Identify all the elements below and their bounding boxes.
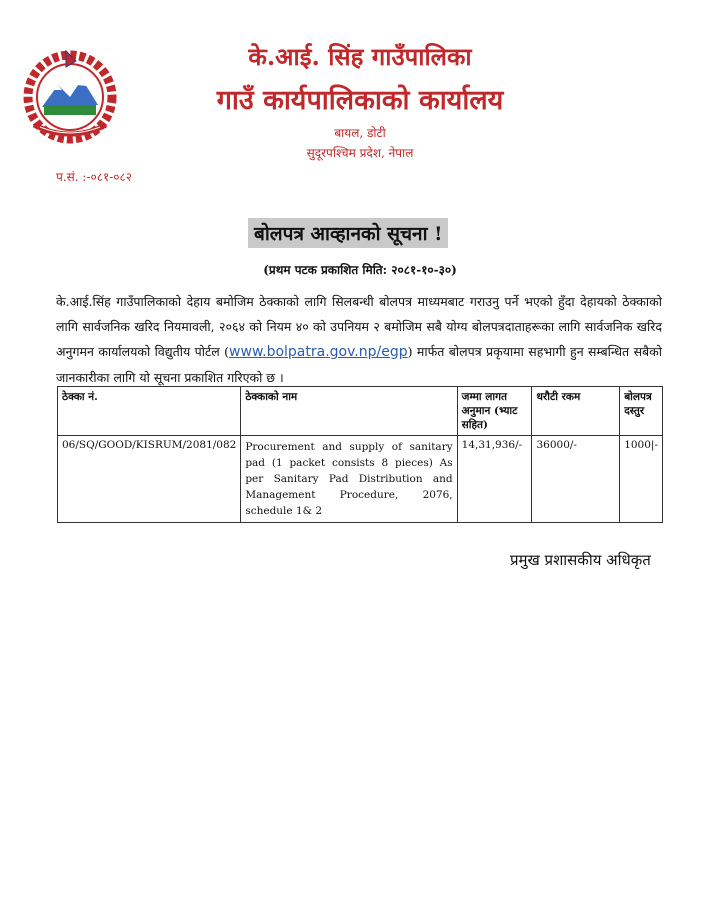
table-row <box>58 436 663 523</box>
table-header-row <box>58 387 663 436</box>
cell-contract-no: 06/SQ/GOOD/KISRUM/2081/082 <box>58 436 241 523</box>
notice-body-part2: ) मार्फत बोलपत्र प्रकृयामा सहभागी हुन सम्बन्धित सबैको जानकारीका लागि यो सूचना प्रकाशित गरिएको छ । <box>56 344 662 385</box>
office-name: के.आई. सिंह गाउँपालिका <box>248 42 472 71</box>
reference-number: प.सं. :-०८१-०८२ <box>56 170 132 184</box>
address-line-2: सुदूरपश्चिम प्रदेश, नेपाल <box>306 146 414 160</box>
header-contract-name: ठेक्काको नाम <box>241 387 457 436</box>
header-fee: बोलपत्र दस्तुर <box>620 387 663 436</box>
cell-fee: 1000|- <box>620 436 663 523</box>
bolpatra-portal-link[interactable]: www.bolpatra.gov.np/egp <box>229 344 408 360</box>
cell-estimate: 14,31,936/- <box>457 436 532 523</box>
notice-body-part1: के.आई.सिंह गाउँपालिकाको देहाय बमोजिम ठेक्काको लागि सिलबन्धी बोलपत्र माध्यमबाट गराउनु पर्ने भएको हुँदा देहायको ठेक्काको लागि सार्वजनिक खरिद नियमावली, २०६४ को नियम ४० को उपनियम २ बमोजिम सबै योग्य बोलपत्रदाताहरूका लागि सार्वजनिक खरिद अनुगमन कार्यालयको विद्युतीय पोर्टल ( <box>56 294 662 359</box>
notice-body <box>56 289 662 390</box>
nepal-government-emblem-icon <box>20 45 120 145</box>
tender-table <box>57 386 663 523</box>
signatory-title: प्रमुख प्रशासकीय अधिकृत <box>510 551 651 569</box>
office-subtitle: गाउँ कार्यपालिकाको कार्यालय <box>216 85 504 116</box>
header-deposit: धरौटी रकम <box>532 387 620 436</box>
published-date: (प्रथम पटक प्रकाशित मिति: २०८१-१०-३०) <box>263 263 457 277</box>
notice-title: बोलपत्र आव्हानको सूचना ! <box>248 218 448 248</box>
cell-deposit: 36000/- <box>532 436 620 523</box>
header-estimate: जम्मा लागत अनुमान (भ्याट सहित) <box>457 387 532 436</box>
header-contract-no: ठेक्का नं. <box>58 387 241 436</box>
address-line-1: बायल, डोटी <box>334 126 386 140</box>
cell-contract-name: Procurement and supply of sanitary pad (1 packet consists 8 pieces) As per Sanitary Pad Distribution and Management Procedure, 2076, schedule 1& 2 <box>241 436 457 523</box>
